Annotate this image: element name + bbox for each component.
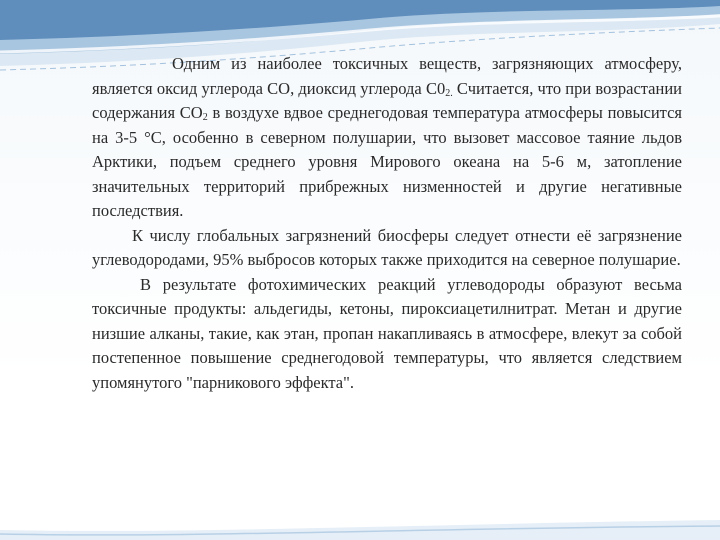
paragraph-1-text-a: Одним из наиболее токсичных веществ, загрязняющих атмосферу, является оксид углерода СО, диоксид углерода С0 — [92, 54, 682, 98]
paragraph-1-text-b: Считается, что при возрастании содержания СО — [92, 78, 682, 122]
subscript-2-a: 2. — [445, 87, 453, 99]
paragraph-3: В результате фотохимических реакций углеводороды образуют весьма токсичные продукты: альдегиды, кетоны, пироксиацетилнитрат. Метан и другие низшие алканы, такие, как этан, пропан накапливаясь в атмосфере, влекут за собой постепенное повышение среднегодовой температуры, что является следствием упомянутого "парникового эффекта". — [92, 274, 682, 392]
footer-wave-decoration — [0, 510, 720, 540]
paragraph-2: К числу глобальных загрязнений биосферы следует отнести её загрязнение углеводородами, 95% выбросов которых также приходится на северное полушарие. — [92, 225, 682, 269]
paragraph-1 — [92, 52, 682, 224]
footer-wave-light — [0, 520, 720, 540]
paragraph-1-text-c: в воздухе вдвое среднегодовая температура атмосферы повысится на 3-5 °С, особенно в северном полушарии, что вызовет массовое таяние льдов Арктики, подъем среднего уровня Мирового океана на 5-6 м, затопление значительных территорий прибрежных низменностей и другие негативные последствия. — [92, 103, 683, 220]
text-body — [92, 52, 682, 395]
subscript-2-b: 2 — [202, 112, 208, 123]
